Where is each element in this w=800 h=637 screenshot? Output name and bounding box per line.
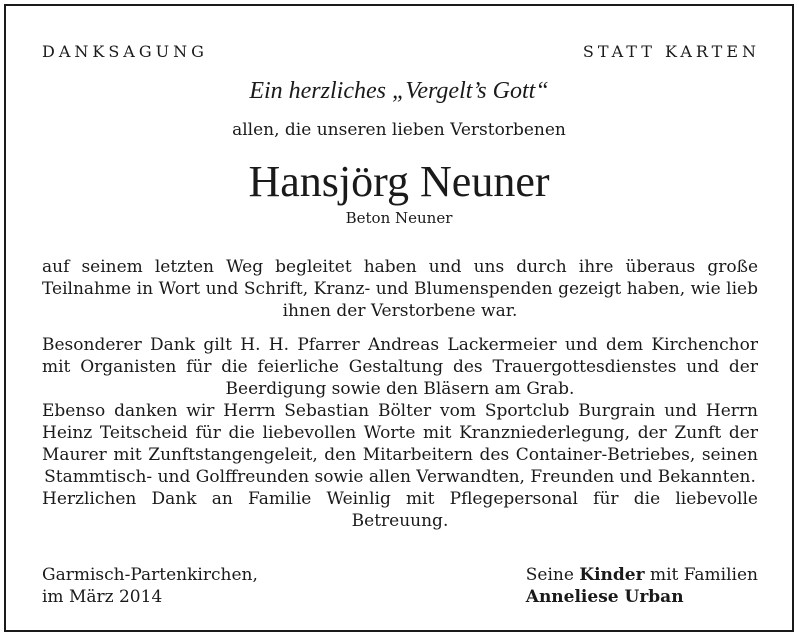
date: im März 2014 <box>42 587 163 607</box>
signature-bold: Kinder <box>579 565 645 585</box>
acknowledgement-line: Herzlichen Dank an Familie Weinlig mit Pflegepersonal für die liebevolle Betreuung. <box>42 489 758 531</box>
signature-line-1 <box>526 564 758 586</box>
header-right: STATT KARTEN <box>582 41 760 61</box>
acknowledgement-line: Ebenso danken wir Herrn Sebastian Bölter vom Sportclub Burgrain und Herrn Heinz Teitscheid für die liebevollen Worte mit Kranzniederlegung, der Zunft der Maurer mit Zunftstangengeleit, den Mitarbeitern des Container-Betriebes, seinen Stammtisch- und Golffreunden sowie allen Verwandten, Freunden und Bekannten. <box>42 401 758 487</box>
signature-line-2: Anneliese Urban <box>525 587 684 607</box>
deceased-name: Hansjörg Neuner <box>248 157 550 206</box>
signature-prefix: Seine <box>525 565 580 585</box>
signature-suffix: mit Familien <box>644 565 758 585</box>
place: Garmisch-Partenkirchen, <box>42 565 258 585</box>
lead-text: allen, die unseren lieben Verstorbenen <box>232 120 566 140</box>
signature <box>526 564 758 608</box>
paragraph-thanks: auf seinem letzten Weg begleitet haben und uns durch ihre überaus große Teilnahme in Wort und Schrift, Kranz- und Blumenspenden gezeigt haben, wie lieb ihnen der Verstorbene war. <box>42 257 758 321</box>
header-left: DANKSAGUNG <box>42 41 208 61</box>
obituary-card <box>4 4 794 632</box>
place-date <box>42 564 258 608</box>
company-name: Beton Neuner <box>345 209 453 227</box>
script-title: Ein herzliches „Vergelt’s Gott“ <box>249 78 549 104</box>
acknowledgement-line: Besonderer Dank gilt H. H. Pfarrer Andreas Lackermeier und dem Kirchenchor mit Organisten für die feierliche Gestaltung des Trauergottesdienstes und der Beerdigung sowie den Bläsern am Grab. <box>42 335 758 399</box>
header-row <box>42 38 760 64</box>
paragraph-acknowledgements <box>42 334 758 532</box>
